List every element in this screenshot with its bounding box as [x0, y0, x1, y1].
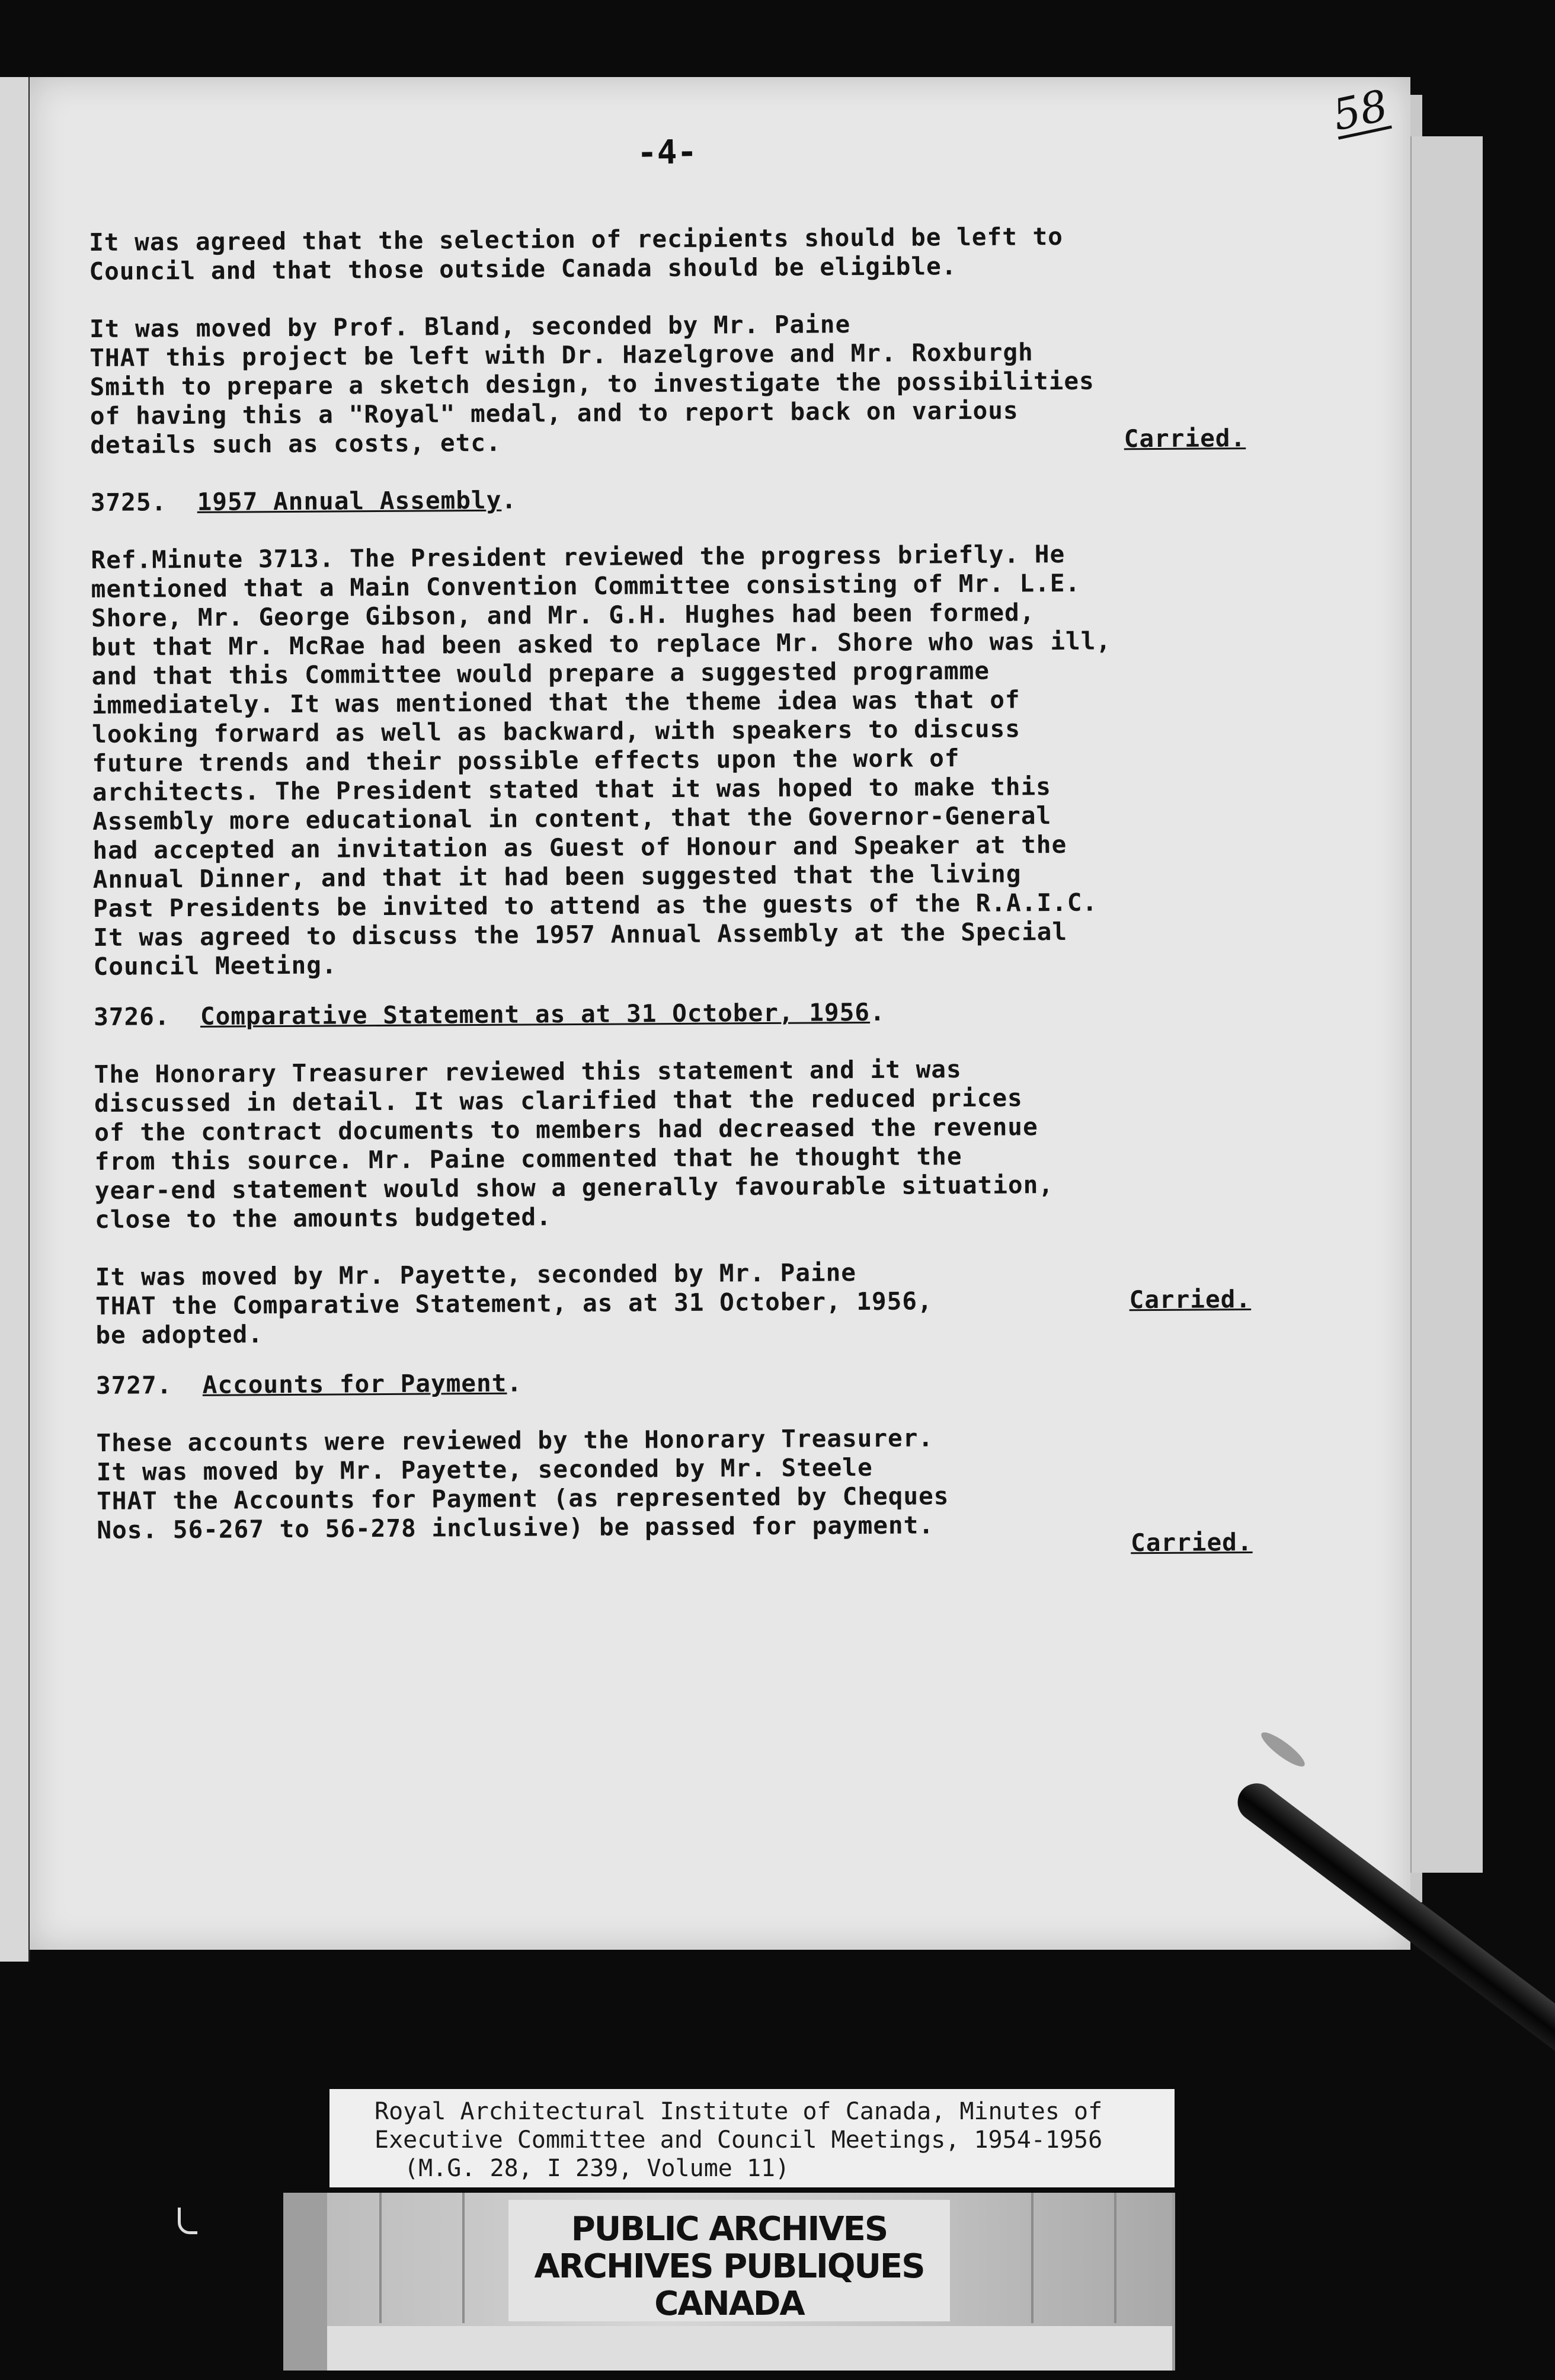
- text-line: THAT the Accounts for Payment (as represented by Cheques: [96, 1482, 949, 1515]
- citation-line: Royal Architectural Institute of Canada, Minutes of: [375, 2098, 1103, 2125]
- text-line: looking forward as well as backward, with speakers to discuss: [92, 714, 1021, 748]
- text-line: immediately. It was mentioned that the theme idea was that of: [91, 685, 1020, 719]
- text-line: but that Mr. McRae had been asked to replace Mr. Shore who was ill,: [91, 626, 1112, 661]
- item-title: Comparative Statement as at 31 October, 1956: [200, 997, 871, 1031]
- text-line: These accounts were reviewed by the Honorary Treasurer.: [96, 1423, 934, 1457]
- tape-fold: [379, 2193, 382, 2323]
- text-line: It was moved by Mr. Payette, seconded by Mr. Paine: [95, 1258, 857, 1291]
- page-number: -4-: [636, 133, 697, 172]
- item-title: Accounts for Payment: [202, 1368, 507, 1399]
- minutes-text: [89, 221, 1253, 1557]
- text-line: Council Meeting.: [93, 951, 337, 981]
- item-number: 3725.: [90, 488, 167, 517]
- stamp-line: ARCHIVES PUBLIQUES: [534, 2247, 924, 2286]
- item-number: 3726.: [93, 1002, 170, 1031]
- tape-fold: [1031, 2193, 1034, 2323]
- item-title: 1957 Annual Assembly: [197, 485, 502, 516]
- item-number: 3727.: [95, 1371, 172, 1400]
- text-line: close to the amounts budgeted.: [95, 1202, 552, 1234]
- item-body-3726: [94, 1053, 1251, 1234]
- text-line: of having this a "Royal" medal, and to report back on various: [89, 396, 1019, 430]
- motion-paragraph: [95, 1256, 1252, 1350]
- citation-line: (M.G. 28, I 239, Volume 11): [404, 2155, 790, 2182]
- text-line: and that this Committee would prepare a suggested programme: [91, 656, 990, 690]
- carried-label: Carried.: [1124, 424, 1246, 453]
- item-title-tail: .: [501, 485, 517, 514]
- text-line: mentioned that a Main Convention Committee consisting of Mr. L.E.: [91, 568, 1081, 603]
- intro-paragraph: [89, 221, 1245, 286]
- text-line: Smith to prepare a sketch design, to investigate the possibilities: [89, 366, 1095, 401]
- carried-label: Carried.: [1129, 1285, 1252, 1314]
- text-line: Annual Dinner, and that it had been suggested that the living: [92, 859, 1022, 894]
- underlying-sheet-edge: [1410, 136, 1483, 1873]
- text-line: architects. The President stated that it was hoped to make this: [92, 772, 1052, 807]
- text-line: THAT this project be left with Dr. Hazelgrove and Mr. Roxburgh: [89, 338, 1034, 372]
- item-body-3725: [91, 539, 1249, 981]
- text-line: discussed in detail. It was clarified that the reduced prices: [94, 1083, 1023, 1118]
- text-line: had accepted an invitation as Guest of Honour and Speaker at the: [92, 830, 1067, 865]
- text-line: Ref.Minute 3713. The President reviewed the progress briefly. He: [91, 539, 1066, 574]
- text-line: It was moved by Prof. Bland, seconded by Mr. Paine: [89, 310, 851, 343]
- item-title-tail: .: [869, 997, 885, 1026]
- text-line: Assembly more educational in content, that the Governor-General: [92, 801, 1052, 836]
- text-line: year-end statement would show a generally favourable situation,: [94, 1170, 1054, 1205]
- item-body-3727: [96, 1422, 1253, 1557]
- text-line: from this source. Mr. Paine commented that he thought the: [94, 1142, 962, 1176]
- text-line: Nos. 56-267 to 56-278 inclusive) be passed for payment.: [97, 1511, 935, 1544]
- text-line: Council and that those outside Canada should be eligible.: [89, 252, 957, 286]
- mark-icon: [178, 2208, 197, 2234]
- stamp-line: CANADA: [654, 2285, 804, 2323]
- tape-fold: [462, 2193, 465, 2323]
- text-line: It was agreed to discuss the 1957 Annual Assembly at the Special: [93, 917, 1068, 952]
- text-line: Shore, Mr. George Gibson, and Mr. G.H. Hughes had been formed,: [91, 598, 1035, 632]
- text-line: future trends and their possible effects upon the work of: [92, 744, 960, 778]
- text-line: The Honorary Treasurer reviewed this statement and it was: [94, 1055, 962, 1089]
- motion-paragraph: [89, 308, 1246, 460]
- stamp-line: PUBLIC ARCHIVES: [571, 2210, 888, 2248]
- item-title-tail: .: [507, 1368, 523, 1397]
- text-line: of the contract documents to members had decreased the revenue: [94, 1112, 1038, 1147]
- text-line: details such as costs, etc.: [90, 428, 501, 459]
- text-line: Past Presidents be invited to attend as the guests of the R.A.I.C.: [92, 888, 1098, 923]
- folio-number: 58: [1328, 80, 1392, 140]
- text-line: It was agreed that the selection of recipients should be left to: [89, 222, 1064, 257]
- text-line: be adopted.: [95, 1320, 264, 1349]
- archives-stamp: [508, 2200, 950, 2321]
- label-base: [327, 2326, 1172, 2371]
- citation-line: Executive Committee and Council Meetings, 1954-1956: [375, 2126, 1103, 2154]
- carried-label: Carried.: [1130, 1528, 1253, 1557]
- archival-citation-label: [329, 2089, 1175, 2187]
- adjacent-page-edge: [0, 77, 30, 1962]
- text-line: It was moved by Mr. Payette, seconded by Mr. Steele: [96, 1453, 873, 1486]
- tape-fold: [1114, 2193, 1116, 2323]
- text-line: THAT the Comparative Statement, as at 31 October, 1956,: [95, 1287, 933, 1320]
